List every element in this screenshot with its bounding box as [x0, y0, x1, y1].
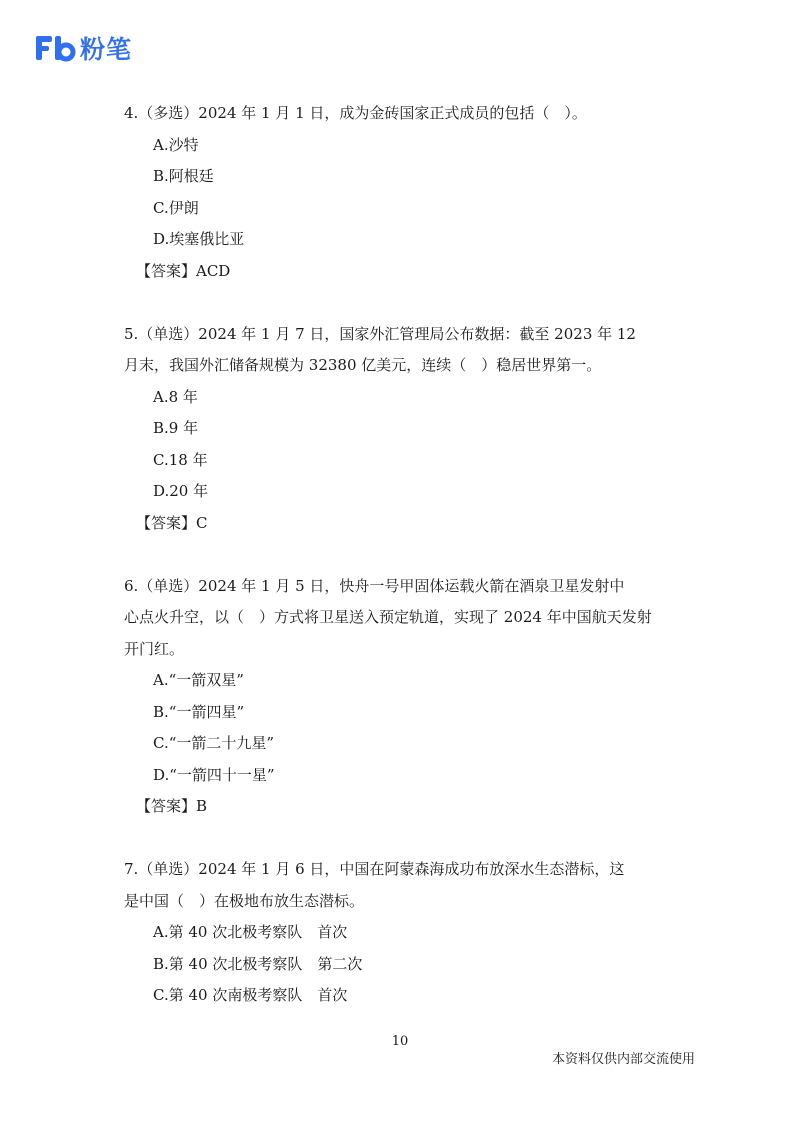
- option: C.第 40 次南极考察队 首次: [153, 986, 348, 1004]
- answer: 【答案】ACD: [136, 261, 231, 280]
- answer: 【答案】B: [136, 797, 208, 815]
- question-stem: 7.（单选）2024 年 1 月 6 日，中国在阿蒙森海成功布放深水生态潜标，这: [124, 860, 625, 878]
- question-stem: 4.（多选）2024 年 1 月 1 日，成为金砖国家正式成员的包括（ ）。: [124, 104, 587, 122]
- fb-logo-icon: [36, 34, 76, 62]
- option: B.阿根廷: [153, 167, 214, 185]
- question-stem: 心点火升空，以（ ）方式将卫星送入预定轨道，实现了 2024 年中国航天发射: [124, 608, 652, 626]
- question-stem: 是中国（ ）在极地布放生态潜标。: [124, 891, 365, 910]
- option: B.第 40 次北极考察队 第二次: [153, 954, 363, 973]
- option: D.“一箭四十一星”: [153, 765, 275, 784]
- question-stem: 6.（单选）2024 年 1 月 5 日，快舟一号甲固体运载火箭在酒泉卫星发射中: [124, 576, 625, 595]
- option: D.埃塞俄比亚: [153, 230, 245, 248]
- question-block: [124, 319, 684, 540]
- question-stem: 5.（单选）2024 年 1 月 7 日，国家外汇管理局公布数据：截至 2023 年 12: [124, 324, 636, 343]
- answer: 【答案】C: [136, 513, 208, 532]
- logo-text: 粉笔: [80, 35, 133, 64]
- option: C.伊朗: [153, 198, 199, 217]
- option: A.第 40 次北极考察队 首次: [153, 923, 348, 941]
- option: A.8 年: [153, 387, 198, 406]
- footer-note: 本资料仅供内部交流使用: [551, 1052, 695, 1067]
- spacer: [124, 539, 684, 571]
- option: D.20 年: [153, 482, 209, 500]
- question-block: [124, 571, 684, 823]
- option: C.18 年: [153, 450, 208, 469]
- brand-logo: [36, 30, 132, 66]
- question-stem: 开门红。: [124, 639, 185, 658]
- option: A.“一箭双星”: [153, 671, 244, 689]
- question-stem: 月末，我国外汇储备规模为 32380 亿美元，连续（ ）稳居世界第一。: [124, 356, 602, 374]
- page-number: 10: [391, 1034, 409, 1049]
- option: B.9 年: [153, 419, 199, 437]
- question-block: [124, 98, 684, 287]
- question-block: [124, 854, 684, 1012]
- spacer: [124, 287, 684, 319]
- question-list: [124, 98, 684, 1012]
- spacer: [124, 823, 684, 855]
- option: B.“一箭四星”: [153, 702, 245, 721]
- option: C.“一箭二十九星”: [153, 734, 275, 752]
- option: A.沙特: [153, 135, 199, 154]
